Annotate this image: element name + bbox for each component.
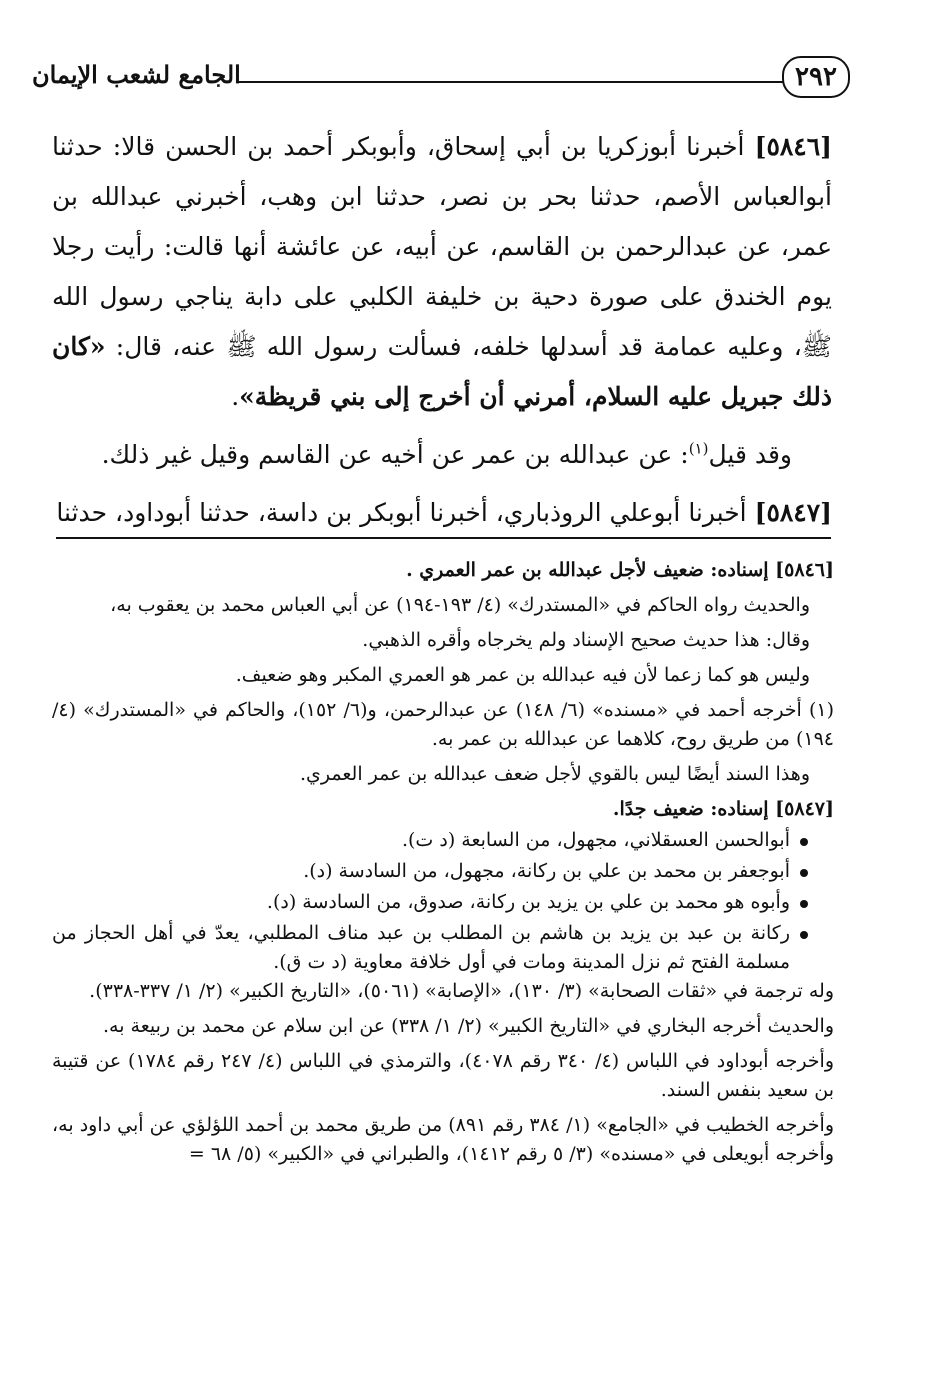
- header-rule: [236, 81, 784, 83]
- variant-note: [52, 430, 832, 480]
- narrator-item: [52, 857, 834, 886]
- bullet-icon: [800, 900, 808, 908]
- hadith-end: .: [231, 382, 240, 411]
- isnad-grade: ضعيف لأجل عبدالله بن عمر العمري .: [406, 559, 704, 581]
- footnote-5847-grade: [52, 795, 834, 824]
- narrator-text: أبوجعفر بن محمد بن علي بن ركانة، مجهول، من السادسة (د).: [303, 860, 790, 882]
- variant-text-after: : عن عبدالله بن عمر عن أخيه عن القاسم وقيل غير ذلك.: [101, 440, 689, 469]
- footnote-divider: [56, 537, 831, 539]
- main-text: [52, 122, 832, 538]
- footnote-marker-1: (١): [688, 439, 709, 458]
- hadith-number: [٥٨٤٧]: [754, 498, 832, 527]
- bullet-icon: [800, 869, 808, 877]
- footnotes: [52, 556, 834, 1169]
- isnad-label: [٥٨٤٦] إسناده:: [710, 559, 834, 581]
- hadith-5846: [52, 122, 832, 422]
- footnote-line: وقال: هذا حديث صحيح الإسناد ولم يخرجاه وأقره الذهبي.: [362, 629, 810, 651]
- footnote-line: وله ترجمة في «ثقات الصحابة» (٣/ ١٣٠)، «الإصابة» (٥٠٦١)، «التاريخ الكبير» (٢/ ١/ ٣٣٧-٣٣٨).: [89, 980, 834, 1002]
- hadith-5847: [52, 488, 832, 538]
- narrator-text: أبوالحسن العسقلاني، مجهول، من السابعة (د ت).: [401, 829, 790, 851]
- narrator-item: [52, 826, 834, 855]
- book-title: الجامع لشعب الإيمان: [32, 60, 241, 89]
- footnote-line: وليس هو كما زعما لأن فيه عبدالله بن عمر هو العمري المكبر وهو ضعيف.: [235, 664, 810, 686]
- hadith-number: [٥٨٤٦]: [754, 132, 833, 161]
- narrator-item: [52, 888, 834, 917]
- prophet-saying: «كان ذلك جبريل عليه السلام، أمرني أن أخرج إلى بني قريظة»: [52, 332, 832, 411]
- narrator-text: ركانة بن عبد بن يزيد بن هاشم بن المطلب بن عبد مناف المطلبي، يعدّ في أهل الحجاز من مسلمة الفتح ثم نزل المدينة ومات في أول خلافة معاوية (د ت ق).: [52, 922, 790, 973]
- hadith-text: أخبرنا أبوعلي الروذباري، أخبرنا أبوبكر بن داسة، حدثنا أبوداود، حدثنا: [56, 498, 747, 527]
- narrator-list: [52, 826, 834, 977]
- narrator-item: [52, 919, 834, 977]
- footnote-line: وهذا السند أيضًا ليس بالقوي لأجل ضعف عبدالله بن عمر العمري.: [299, 763, 810, 785]
- footnote-line: وأخرجه أبوداود في اللباس (٤/ ٣٤٠ رقم ٤٠٧٨)، والترمذي في اللباس (٤/ ٢٤٧ رقم ١٧٨٤) عن قتيبة بن سعيد بنفس السند.: [52, 1050, 835, 1101]
- bullet-icon: [800, 931, 808, 939]
- page-header: [24, 50, 850, 110]
- isnad-grade: ضعيف جدًا.: [612, 798, 704, 820]
- footnote-line: والحديث رواه الحاكم في «المستدرك» (٤/ ١٩٣-١٩٤) عن أبي العباس محمد بن يعقوب به،: [110, 594, 810, 616]
- narrator-text: وأبوه هو محمد بن علي بن يزيد بن ركانة، صدوق، من السادسة (د).: [266, 891, 790, 913]
- isnad-label: [٥٨٤٧] إسناده:: [710, 798, 834, 820]
- footnote-1: (١) أخرجه أحمد في «مسنده» (٦/ ١٤٨) عن عبدالرحمن، و(٦/ ١٥٢)، والحاكم في «المستدرك» (٤/ ١٩٤) من طريق روح، كلاهما عن عبدالله بن عمر به.: [52, 699, 834, 750]
- footnote-line: وأخرجه الخطيب في «الجامع» (١/ ٣٨٤ رقم ٨٩١) من طريق محمد بن أحمد اللؤلؤي عن أبي داود به، وأخرجه أبويعلى في «مسنده» (٣/ ٥ رقم ١٤١٢)، والطبراني في «الكبير» (٥/ ٦٨ =: [52, 1114, 835, 1165]
- hadith-text: أخبرنا أبوزكريا بن أبي إسحاق، وأبوبكر أحمد بن الحسن قالا: حدثنا أبوالعباس الأصم، حدثنا بحر بن نصر، حدثنا ابن وهب، أخبرني عبدالله بن عمر، عن عبدالرحمن بن القاسم، عن أبيه، عن عائشة أنها قالت: رأيت رجلا يوم الخندق على صورة دحية بن خليفة الكلبي على دابة يناجي رسول الله ﷺ، وعليه عمامة قد أسدلها خلفه، فسألت رسول الله ﷺ عنه، قال:: [52, 132, 832, 361]
- footnote-line: والحديث أخرجه البخاري في «التاريخ الكبير» (٢/ ١/ ٣٣٨) عن ابن سلام عن محمد بن ربيعة به.: [103, 1015, 834, 1037]
- bullet-icon: [800, 838, 808, 846]
- footnote-5846-grade: [52, 556, 834, 585]
- variant-text-before: وقد قيل: [708, 440, 792, 469]
- page-number: ٢٩٢: [782, 56, 850, 98]
